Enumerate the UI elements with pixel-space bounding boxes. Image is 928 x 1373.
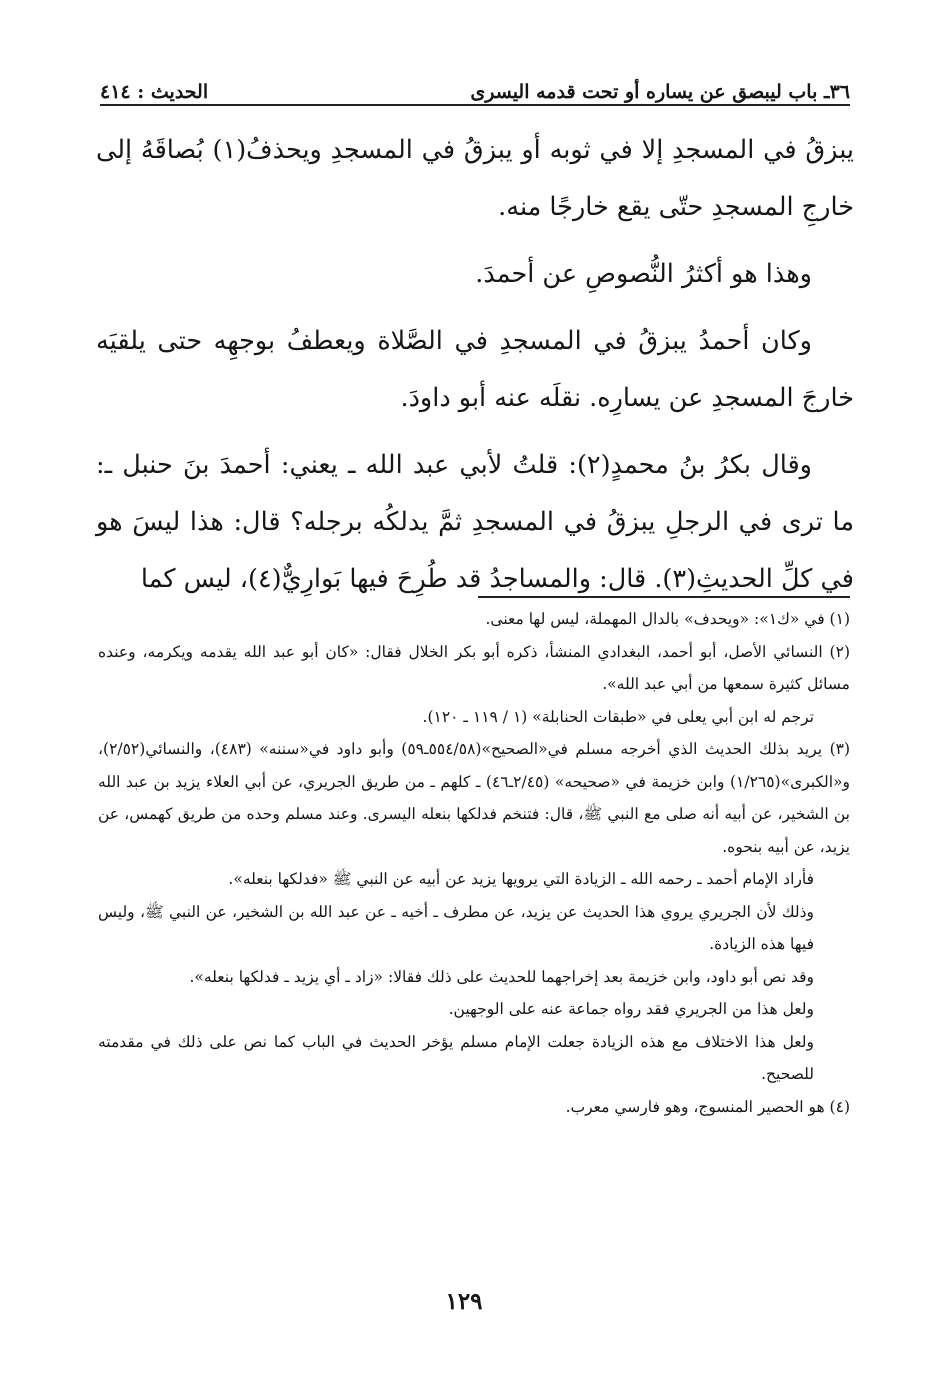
footnote-continuation: وذلك لأن الجريري يروي هذا الحديث عن يزيد، عن مطرف ـ أخيه ـ عن عبد الله بن الشخير، عن النبي ﷺ، وليس فيها هذه الزيادة. xyxy=(98,902,814,953)
footnote-continuation: ترجم له ابن أبي يعلى في «طبقات الحنابلة» (١ / ١١٩ ـ ١٢٠). xyxy=(422,707,814,726)
footnote-continuation: وقد نص أبو داود، وابن خزيمة بعد إخراجهما للحديث على ذلك فقالا: «زاد ـ أي يزيد ـ فدلكها بنعله». xyxy=(189,967,814,986)
footnotes xyxy=(98,603,850,1123)
footnote: (٢) النسائي الأصل، أبو أحمد، البغدادي المنشأ، ذكره أبو بكر الخلال فقال: «كان أبو عبد الله يقدمه ويكرمه، وعنده مسائل كثيرة سمعها من أبي عبد الله». xyxy=(98,642,850,693)
running-header xyxy=(100,64,850,102)
footnote-continuation: ولعل هذا من الجريري فقد رواه جماعة عنه على الوجهين. xyxy=(448,1000,814,1018)
chapter-title: ٣٦ـ باب ليبصق عن يساره أو تحت قدمه اليسرى xyxy=(470,81,850,103)
footnote-continuation: فأراد الإمام أحمد ـ رحمه الله ـ الزيادة التي يرويها يزيد عن أبيه عن النبي ﷺ «فدلكها بنعله». xyxy=(228,870,814,888)
page-number: ١٢٩ xyxy=(445,1288,483,1315)
footnote-rule xyxy=(478,596,850,598)
body-paragraph: يبزقُ في المسجدِ إلا في ثوبه أو يبزقُ في المسجدِ ويحذفُ(١) بُصاقَهُ إلى خارجِ المسجدِ حتّى يقع خارجًا منه. xyxy=(96,135,854,222)
body-paragraph: وهذا هو أكثرُ النُّصوصِ عن أحمدَ. xyxy=(475,259,812,289)
hadith-number: الحديث : ٤١٤ xyxy=(100,81,209,103)
body-paragraph: وكان أحمدُ يبزقُ في المسجدِ في الصَّلاة ويعطفُ بوجهِه حتى يلقيَه خارجَ المسجدِ عن يسارِه. نقلَه عنه أبو داودَ. xyxy=(96,326,854,413)
body-paragraph: وقال بكرُ بنُ محمدٍ(٢): قلتُ لأبي عبد الله ـ يعني: أحمدَ بنَ حنبل ـ: ما ترى في الرجلِ يبزقُ في المسجدِ ثمَّ يدلكُه برجله؟ قال: هذا ليسَ هو في كلِّ الحديثِ(٣). قال: والمساجدُ قد طُرِحَ فيها بَوارِيٌّ(٤)، ليس كما xyxy=(96,450,854,594)
footnote: (٤) هو الحصير المنسوج، وهو فارسي معرب. xyxy=(565,1097,850,1116)
header-rule xyxy=(100,104,850,106)
footnote: (١) في «ك١»: «ويحدف» بالدال المهملة، ليس لها معنى. xyxy=(485,610,850,628)
footnote-continuation: ولعل هذا الاختلاف مع هذه الزيادة جعلت الإمام مسلم يؤخر الحديث في الباب كما نص على ذلك في مقدمته للصحيح. xyxy=(98,1032,814,1083)
footnote: (٣) يريد بذلك الحديث الذي أخرجه مسلم في«الصحيح»(٥٥٤/٥٨ـ٥٩) وأبو داود في«سننه» (٤٨٣)، والنسائي(٢/٥٢)، و«الكبرى»(١/٢٦٥) وابن خزيمة في «صحيحه» (٢/٤٥ـ٤٦) ـ كلهم ـ من طريق الجريري، عن أبي العلاء يزيد بن عبد الله بن الشخير، عن أبيه أنه صلى مع النبي ﷺ، قال: فتنخم فدلكها بنعله اليسرى. وعند مسلم وحده من طريق كهمس، عن يزيد، عن أبيه بنحوه. xyxy=(98,740,851,856)
main-text xyxy=(96,122,854,618)
